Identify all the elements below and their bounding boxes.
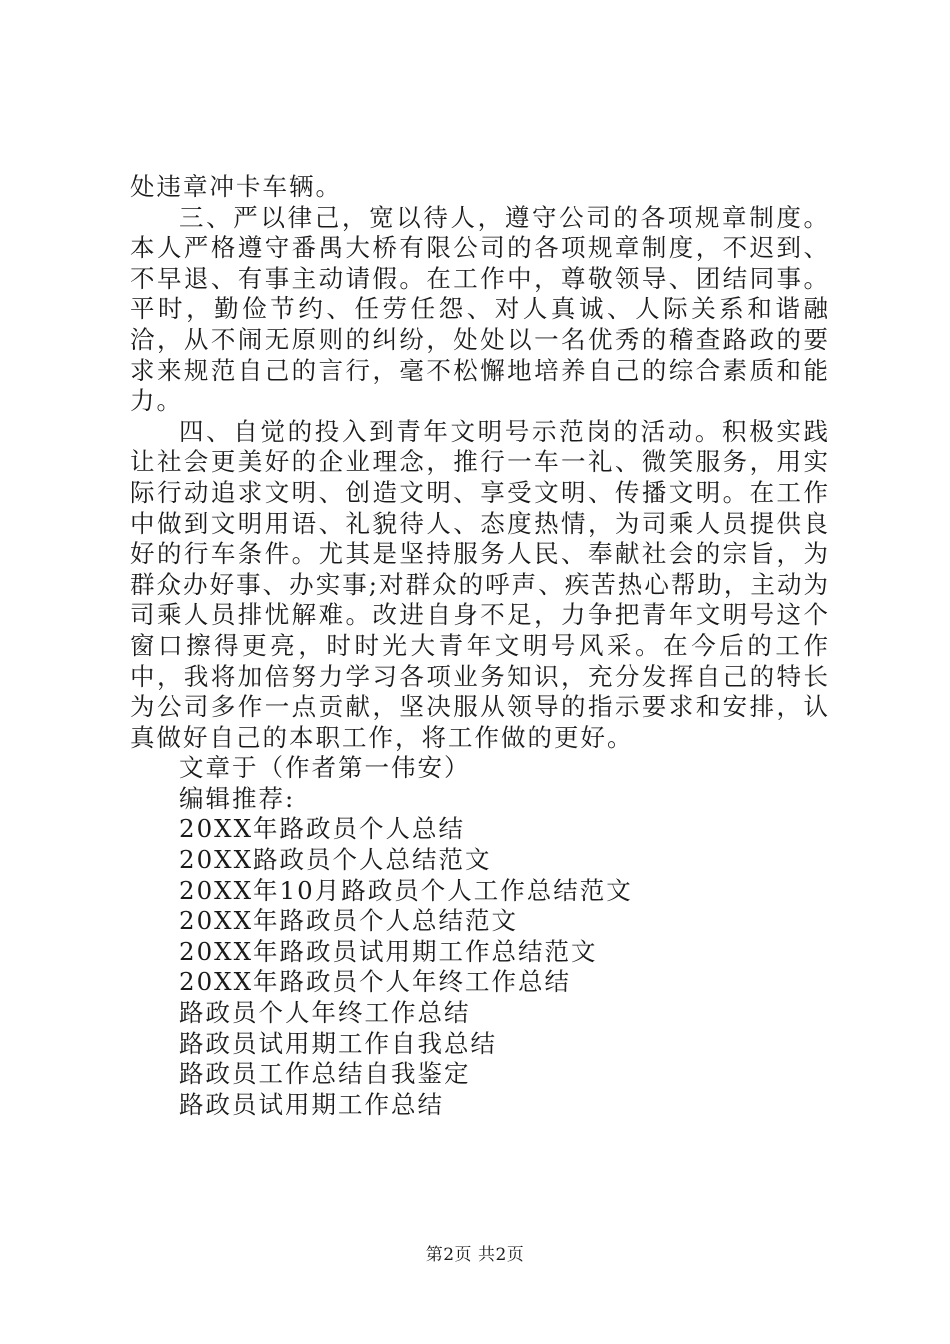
recommendation-item: 20XX年路政员试用期工作总结范文 <box>179 936 598 966</box>
paragraph-section-three: 三、严以律己，宽以待人，遵守公司的各项规章制度。本人严格遵守番禺大桥有限公司的各项规章制度，不迟到、不早退、有事主动请假。在工作中，尊敬领导、团结同事。平时，勤俭节约、任劳任怨、对人真诚、人际关系和谐融洽，从不闹无原则的纠纷，处处以一名优秀的稽查路政的要求来规范自己的言行，毫不松懈地培养自己的综合素质和能力。 <box>130 202 830 416</box>
recommendation-item: 20XX路政员个人总结范文 <box>179 845 492 875</box>
paragraph-continuation: 处违章冲卡车辆。 <box>130 172 342 201</box>
document-body <box>130 172 830 1120</box>
paragraph-section-four: 四、自觉的投入到青年文明号示范岗的活动。积极实践让社会更美好的企业理念，推行一车一礼、微笑服务，用实际行动追求文明、创造文明、享受文明、传播文明。在工作中做到文明用语、礼貌待人、态度热情，为司乘人员提供良好的行车条件。尤其是坚持服务人民、奉献社会的宗旨，为群众办好事、办实事;对群众的呼声、疾苦热心帮助，主动为司乘人员排忧解难。改进自身不足，力争把青年文明号这个窗口擦得更亮，时时光大青年文明号风采。在今后的工作中，我将加倍努力学习各项业务知识，充分发挥自己的特长为公司多作一点贡献，坚决服从领导的指示要求和安排，认真做好自己的本职工作，将工作做的更好。 <box>130 416 830 752</box>
page-footer <box>0 1244 950 1266</box>
recommendation-item: 路政员工作总结自我鉴定 <box>179 1059 471 1089</box>
recommendation-item: 20XX年路政员个人年终工作总结 <box>179 967 572 997</box>
recommendation-item: 路政员试用期工作总结 <box>179 1089 444 1119</box>
recommend-label: 编辑推荐: <box>179 783 296 813</box>
recommendation-item: 路政员试用期工作自我总结 <box>179 1028 497 1058</box>
source-line: 文章于（作者第一伟安） <box>179 753 471 783</box>
recommendation-item: 20XX年路政员个人总结 <box>179 814 466 844</box>
recommendation-item: 路政员个人年终工作总结 <box>179 998 471 1028</box>
recommendation-list <box>130 814 830 1120</box>
recommendation-item: 20XX年路政员个人总结范文 <box>179 906 519 936</box>
page-indicator: 第2页 共2页 <box>425 1245 525 1265</box>
recommendation-item: 20XX年10月路政员个人工作总结范文 <box>179 875 633 905</box>
